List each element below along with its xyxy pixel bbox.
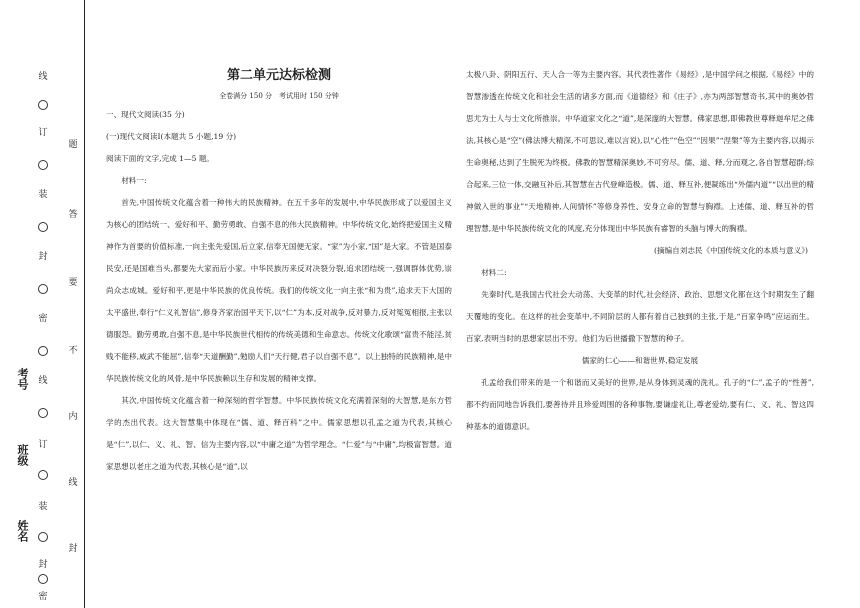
right-column [466,64,814,438]
name-label: 姓名 [16,520,29,542]
binding-mark: 装 [38,190,48,200]
binding-mark: 订 [38,128,48,138]
binding-margin [0,0,92,608]
binding-mark: 封 [38,252,48,262]
exam-subtitle: 全卷满分 150 分 考试用时 150 分钟 [219,92,339,100]
inner-mark: 线 [68,478,78,488]
inner-mark: 题 [68,140,78,150]
binding-circle [38,574,48,584]
sub-heading: 儒家的仁心——和谐世界,稳定发展 [581,356,699,365]
binding-mark: 密 [38,592,48,602]
binding-circle [38,470,48,480]
binding-mark: 封 [38,560,48,570]
body-paragraph: 首先,中国传统文化蕴含着一种伟大的民族精神。在五千多年的发展中,中华民族形成了以爱国主义为核心的团结统一、爱好和平、勤劳勇敢、自强不息的伟大民族精神。中华传统文化,始终把爱国主义精神作为首要的价值标准,一向主张先爱国,后立家,信奉无国便无家。“家”为小家,“国”是大家。不管是国泰民安,还是国难当头,都要先大家而后小家。中华民族历来反对决裂分裂,追求团结统一,强调群体优势,崇尚众志成城。爱好和平,更是中华民族的优良传统。我们的传统文化一向主张“和为贵”,追求天下大国的太平盛世,奉行“仁义礼智信”,修身齐家治国平天下,以“仁”为本,反对战争,反对暴力,反对冤冤相报,主张以德服怨。勤劳勇敢,自强不息,是中华民族世代相传的传统美德和生命意志。传统文化歌颂“富贵不能淫,贫贱不能移,威武不能屈”,信奉“天道酬勤”,勉励人们“天行健,君子以自强不息”。以上独特的民族精神,是中华民族传统文化的风骨,是中华民族赖以生存和发展的精神支撑。 [106,198,452,383]
source-citation: (摘编自刘志民《中国传统文化的本质与意义》) [654,246,808,255]
body-paragraph: 太极八卦、阴阳五行、天人合一等为主要内容。其代表性著作《易经》,是中国学问之根据,《易经》中的智慧渗透在传统文化和社会生活的诸多方面,而《道德经》和《庄子》,亦为两部智慧奇书,其中的奥妙哲思尤为士人与士文化所推崇。中华道家文化之“道”,是深邃的大智慧。佛家思想,即佛教世尊释迦牟尼之佛法,其核心是“空”(佛法博大精深,不可思议,难以言说),以“心性”“色空”“因果”“涅槃”等为主要内容,以揭示生命奥秘,达到了生脱死为终极。佛教的智慧精深奥妙,不可穷尽。儒、道、释,分而观之,各自智慧超群;综合起来,三位一体,交融互补后,其智慧在古代登峰造极。儒、道、释互补,便凝练出“外儒内道”“以出世的精神做入世的事业”“天地精神,人间情怀”等修身养性、安身立命的智慧与胸襟。上述儒、道、释互补的哲理智慧,是中华民族传统文化的风度,充分体现出中华民族有睿智的头脑与博大的胸襟。 [466,70,814,233]
binding-mark: 线 [38,72,48,82]
class-label: 班级 [16,444,29,466]
binding-circle [38,532,48,542]
exam-title: 第二单元达标检测 [226,68,331,83]
binding-mark: 装 [38,502,48,512]
binding-circle [38,222,48,232]
binding-circle [38,408,48,418]
binding-mark: 线 [38,376,48,386]
binding-mark: 订 [38,440,48,450]
inner-mark: 答 [68,210,78,220]
binding-line [84,0,85,608]
inner-mark: 不 [68,346,78,356]
subsection-heading: (一)现代文阅读Ⅰ(本题共 5 小题,19 分) [106,132,237,141]
body-paragraph: 先秦时代,是我国古代社会大动荡、大变革的时代,社会经济、政治、思想文化都在这个时期发生了翻天覆地的变化。在这样的社会变革中,不同阶层的人都有着自己独到的主张,于是,“百家争鸣”应运而生。百家,表明当时的思想家层出不穷。他们为后世播撒下智慧的种子。 [466,290,814,343]
inner-mark: 内 [68,412,78,422]
binding-circle [38,100,48,110]
exam-number-label: 考号 [16,368,29,390]
inner-mark: 封 [68,544,78,554]
binding-circle [38,160,48,170]
instruction-text: 阅读下面的文字,完成 1—5 题。 [106,154,215,163]
inner-mark: 要 [68,278,78,288]
material-label: 材料一: [121,176,147,185]
binding-circle [38,346,48,356]
body-paragraph: 其次,中国传统文化蕴含着一种深刻的哲学智慧。中华民族传统文化充满着深刻的大智慧,是东方哲学的杰出代表。这大智慧集中体现在“儒、道、释百科”之中。儒家思想以孔孟之道为代表,其核心是“仁”,以仁、义、礼、智、信为主要内容,以“中庸之道”为哲学理念。“仁爱”与“中庸”,均极富智慧。道家思想以老庄之道为代表,其核心是“道”,以 [106,396,452,471]
body-paragraph: 孔孟给我们带来的是一个和谐而又美好的世界,是从身体到灵魂的洗礼。孔子的“仁”,孟子的“性善”,都不约而同地告诉我们,要善待并且珍爱周围的各种事物,要谦虚礼让,尊老爱幼,要有仁、义、礼、智这四种基本的道德意识。 [466,378,814,431]
left-column [106,64,452,478]
binding-circle [38,284,48,294]
binding-mark: 密 [38,314,48,324]
section-heading: 一、现代文阅读(35 分) [106,110,185,119]
material-label: 材料二: [481,268,507,277]
